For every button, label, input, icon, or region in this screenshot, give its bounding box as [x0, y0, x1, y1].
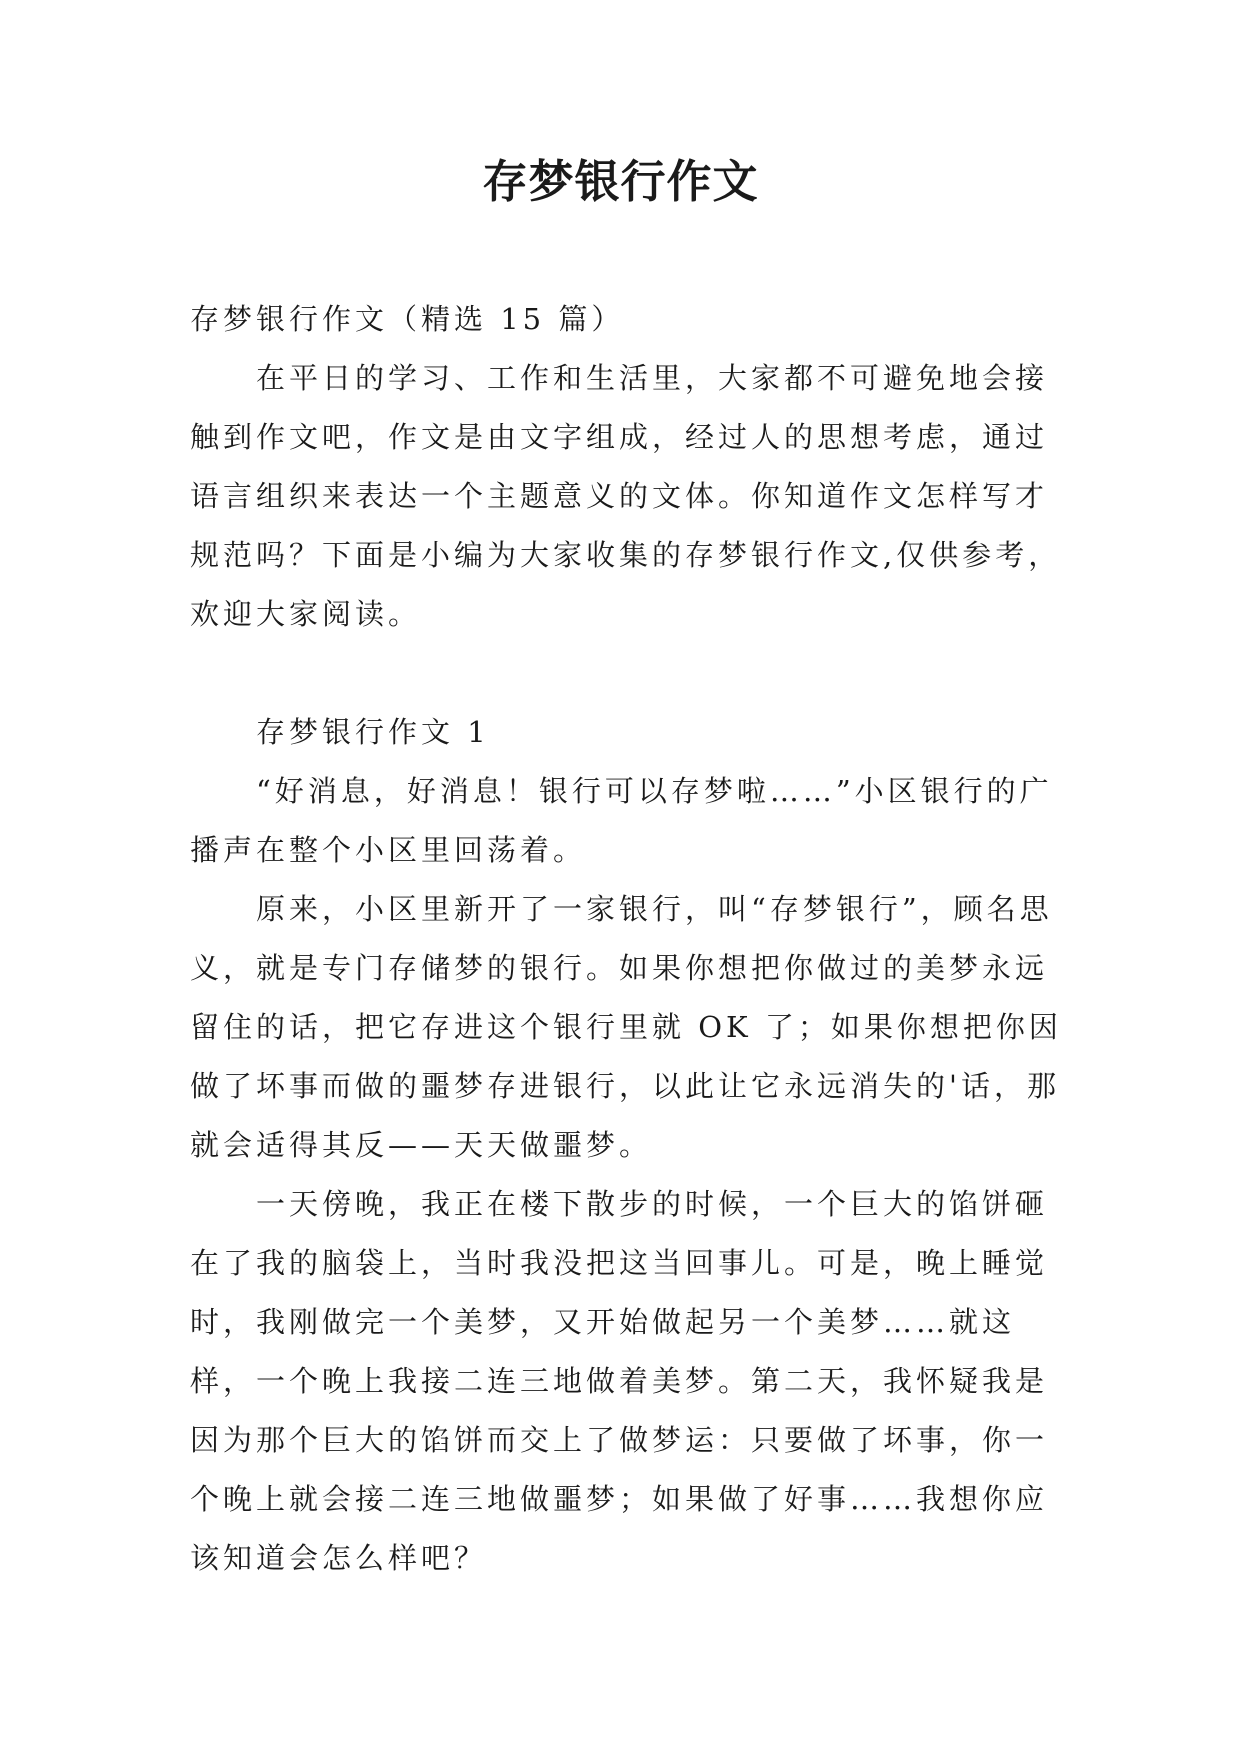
intro-paragraph: 在平日的学习、工作和生活里，大家都不可避免地会接触到作文吧，作文是由文字组成，经过人的思想考虑，通过语言组织来表达一个主题意义的文体。你知道作文怎样写才规范吗？下面是小编为大家收集的存梦银行作文,仅供参考，欢迎大家阅读。 — [190, 361, 1062, 631]
document-subtitle: 存梦银行作文（精选 15 篇） — [190, 302, 625, 336]
document-body — [190, 290, 1070, 1588]
body-paragraph: 一天傍晚，我正在楼下散步的时候，一个巨大的馅饼砸在了我的脑袋上，当时我没把这当回事儿。可是，晚上睡觉时，我刚做完一个美梦，又开始做起另一个美梦……就这样，一个晚上我接二连三地做着美梦。第二天，我怀疑我是因为那个巨大的馅饼而交上了做梦运：只要做了坏事，你一个晚上就会接二连三地做噩梦；如果做了好事……我想你应该知道会怎么样吧？ — [190, 1187, 1049, 1575]
document-title: 存梦银行作文 — [482, 155, 759, 208]
section-spacer — [190, 644, 1070, 703]
body-paragraph: 原来，小区里新开了一家银行，叫“存梦银行”，顾名思义，就是专门存储梦的银行。如果你想把你做过的美梦永远留住的话，把它存进这个银行里就 OK 了；如果你想把你因做了坏事而做的噩梦存进银行，以此让它永远消失的'话，那就会适得其反——天天做噩梦。 — [190, 892, 1062, 1162]
body-paragraph: “好消息，好消息！银行可以存梦啦……”小区银行的广播声在整个小区里回荡着。 — [190, 774, 1053, 867]
section-heading: 存梦银行作文 1 — [256, 715, 490, 749]
